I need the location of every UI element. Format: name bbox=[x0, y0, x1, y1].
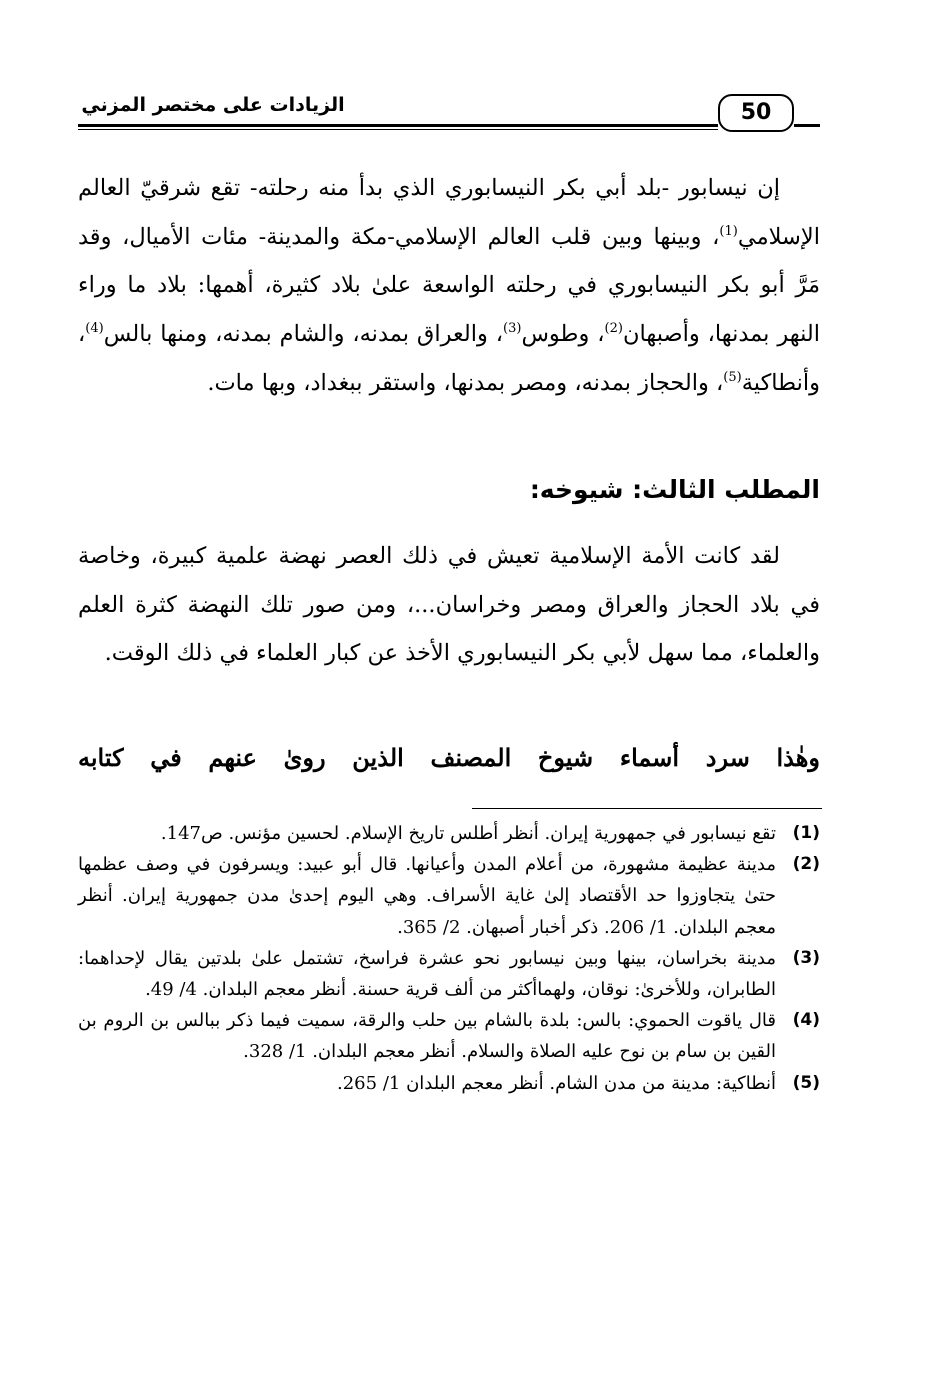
footnote-ref-2[interactable]: (2) bbox=[604, 321, 623, 337]
footnote-number: (4) bbox=[792, 1010, 820, 1031]
footnote-3 bbox=[78, 943, 820, 1005]
page-number: 50 bbox=[718, 94, 794, 132]
header-rule bbox=[78, 124, 718, 127]
footnote-text: مدينة بخراسان، بينها وبين نيسابور نحو عشرة فراسخ، تشتمل علىٰ بلدتين يقال لإحداهما: الطابران، وللأخرىٰ: نوقان، ولهماأكثر من ألف قرية حسنة. أنظر معجم البلدان. 4/ 49. bbox=[78, 947, 776, 1001]
section-heading: المطلب الثالث: شيوخه: bbox=[529, 475, 820, 504]
footnote-ref-4[interactable]: (4) bbox=[85, 321, 104, 337]
paragraph-cities bbox=[78, 164, 820, 408]
footnote-number: (3) bbox=[792, 947, 820, 968]
footnote-text: مدينة عظيمة مشهورة، من أعلام المدن وأعيانها. قال أبو عبيد: ويسرفون في وصف عظمها حتىٰ يتجاوزوا حد الأقتصاد إلىٰ غاية الأسراف. وهي اليوم إحدىٰ مدن جمهورية إيران. أنظر معجم البلدان. 1/ 206. ذكر أخبار أصبهان. 2/ 365. bbox=[78, 854, 776, 938]
footnote-number: (2) bbox=[792, 854, 820, 875]
paragraph-text: ، والعراق بمدنه، والشام بمدنه، ومنها بالس bbox=[103, 321, 504, 348]
footnote-5 bbox=[78, 1068, 820, 1099]
footnote-separator bbox=[472, 808, 822, 809]
paragraph-text: ، وطوس bbox=[521, 321, 605, 348]
footnote-1 bbox=[78, 818, 820, 849]
footnote-number: (5) bbox=[792, 1072, 820, 1093]
footnotes bbox=[78, 818, 820, 1099]
footnote-text: أنطاكية: مدينة من مدن الشام. أنظر معجم البلدان 1/ 265. bbox=[337, 1072, 776, 1094]
page-number-tail bbox=[794, 124, 820, 127]
footnote-2 bbox=[78, 849, 820, 943]
footnote-ref-5[interactable]: (5) bbox=[723, 369, 742, 385]
paragraph-text: ، وبينها وبين قلب العالم الإسلامي-مكة والمدينة- مئات الأميال، وقد مَرَّ أبو بكر النيسابوري في رحلته الواسعة علىٰ بلاد كثيرة، أهمها: بلاد ما وراء النهر بمدنها، وأصبهان bbox=[78, 223, 820, 348]
running-header bbox=[78, 92, 820, 134]
footnote-text: قال ياقوت الحموي: بالس: بلدة بالشام بين حلب والرقة، سميت فيما ذكر ببالس بن الروم بن القين بن سام بن نوح عليه الصلاة والسلام. أنظر معجم البلدان. 1/ 328. bbox=[78, 1010, 776, 1063]
paragraph-text: ، والحجاز بمدنه، ومصر بمدنها، واستقر ببغداد، وبها مات. bbox=[207, 369, 724, 396]
paragraph-text: إن نيسابور -بلد أبي بكر النيسابوري الذي بدأ منه رحلته- تقع شرقيّ العالم الإسلامي bbox=[78, 175, 820, 250]
footnote-ref-1[interactable]: (1) bbox=[719, 223, 738, 239]
running-title: الزيادات على مختصر المزني bbox=[81, 94, 345, 116]
header-rule-thin bbox=[78, 129, 718, 130]
paragraph-scholarly-revival: لقد كانت الأمة الإسلامية تعيش في ذلك العصر نهضة علمية كبيرة، وخاصة في بلاد الحجاز والعراق ومصر وخراسان...، ومن صور تلك النهضة كثرة العلم والعلماء، مما سهل لأبي بكر النيسابوري الأخذ عن كبار العلماء في ذلك الوقت. bbox=[78, 543, 820, 667]
paragraph-teachers-intro: وهٰذا سرد أسماء شيوخ المصنف الذين روىٰ عنهم في كتابه bbox=[78, 743, 820, 772]
footnote-4 bbox=[78, 1005, 820, 1067]
footnote-number: (1) bbox=[792, 823, 820, 843]
footnote-text: تقع نيسابور في جمهورية إيران. أنظر أطلس تاريخ الإسلام. لحسين مؤنس. ص147. bbox=[160, 823, 776, 844]
footnote-ref-3[interactable]: (3) bbox=[503, 321, 522, 337]
paragraph-text: ، وأنطاكية bbox=[78, 321, 820, 396]
